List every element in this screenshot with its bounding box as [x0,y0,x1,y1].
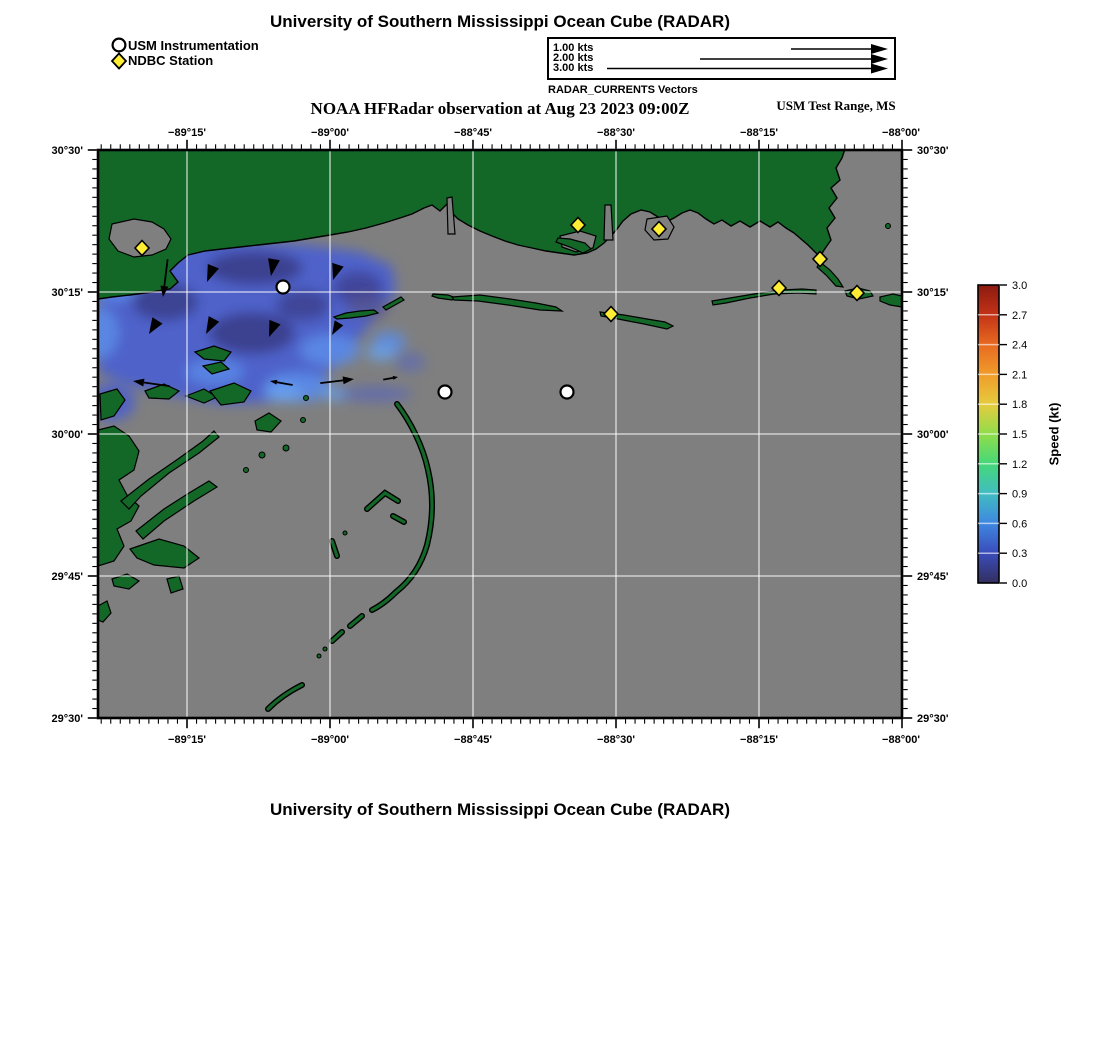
islet-dot [317,654,321,658]
ndbc-station-icon [110,52,128,70]
colorbar-tick-label: 2.1 [1012,369,1028,382]
page-title-bottom: University of Southern Mississippi Ocean Cube (RADAR) [269,800,730,819]
colorbar-tick-label: 1.2 [1012,458,1028,471]
colorbar-tick-label: 1.8 [1012,399,1028,412]
colorbar-tick-label: 2.7 [1012,309,1028,322]
legend-usm-label: USM Instrumentation [128,38,259,53]
x-axis-label-bottom: −88°15' [740,734,778,746]
islet-dot [886,224,891,229]
colorbar-tick-label: 0.9 [1012,488,1028,501]
x-axis-label-top: −88°30' [597,127,635,139]
speed-field-patch [395,352,425,372]
x-axis-label-top: −88°00' [882,127,920,139]
x-axis-label-top: −89°15' [168,127,206,139]
islet-dot [323,647,327,651]
y-axis-label-left: 29°45' [51,571,83,583]
y-axis-label-left: 30°00' [51,429,83,441]
colorbar-tick-label: 3.0 [1012,280,1028,292]
islet-dot [343,531,347,535]
x-axis-label-bottom: −88°45' [454,734,492,746]
vector-key-box [547,37,896,80]
x-axis-label-bottom: −88°00' [882,734,920,746]
colorbar-tick-label: 0.3 [1012,548,1028,561]
colorbar-tick-label: 0.6 [1012,518,1028,531]
y-axis-label-right: 30°00' [917,429,949,441]
x-axis-label-bottom: −89°00' [311,734,349,746]
speed-field-patch [264,384,302,402]
x-axis-label-bottom: −89°15' [168,734,206,746]
x-axis-label-bottom: −88°30' [597,734,635,746]
colorbar-tick-label: 2.4 [1012,339,1028,352]
y-axis-label-right: 29°30' [917,713,949,725]
page-title: University of Southern Mississippi Ocean Cube (RADAR) [269,12,730,31]
key-row-2-label: 2.00 kts [553,52,594,64]
colorbar-tick-label: 0.0 [1012,578,1028,590]
speed-field-patch [81,308,119,358]
y-axis-label-left: 30°15' [51,287,83,299]
speed-field-patch [207,251,303,285]
y-axis-label-right: 30°30' [917,145,949,157]
islet-dot [304,396,309,401]
x-axis-label-top: −89°00' [311,127,349,139]
bay-inlet [604,205,613,240]
islet-dot [244,468,249,473]
islet-dot [259,452,265,458]
colorbar-title: Speed (kt) [1046,402,1062,466]
speed-field-patch [209,312,295,354]
test-range-label: USM Test Range, MS [776,98,896,113]
y-axis-label-left: 29°30' [51,713,83,725]
legend-ndbc-label: NDBC Station [128,53,214,68]
observation-subtitle: NOAA HFRadar observation at Aug 23 2023 09:00Z [310,99,690,118]
y-axis-label-right: 29°45' [917,571,949,583]
speed-field-patch [338,386,412,402]
speed-field-patch [366,345,396,361]
usm-instrument-marker[interactable] [439,386,452,399]
usm-instrument-marker[interactable] [277,281,290,294]
usm-instrument-marker[interactable] [561,386,574,399]
colorbar-tick-label: 1.5 [1012,429,1028,441]
vector-key-caption: RADAR_CURRENTS Vectors [548,84,698,96]
x-axis-label-top: −88°45' [454,127,492,139]
islet-dot [283,445,289,451]
key-row-3-label: 3.00 kts [553,62,594,74]
y-axis-label-right: 30°15' [917,287,949,299]
islet-dot [301,418,306,423]
x-axis-label-top: −88°15' [740,127,778,139]
key-row-1-label: 1.00 kts [553,42,594,54]
y-axis-label-left: 30°30' [51,145,83,157]
